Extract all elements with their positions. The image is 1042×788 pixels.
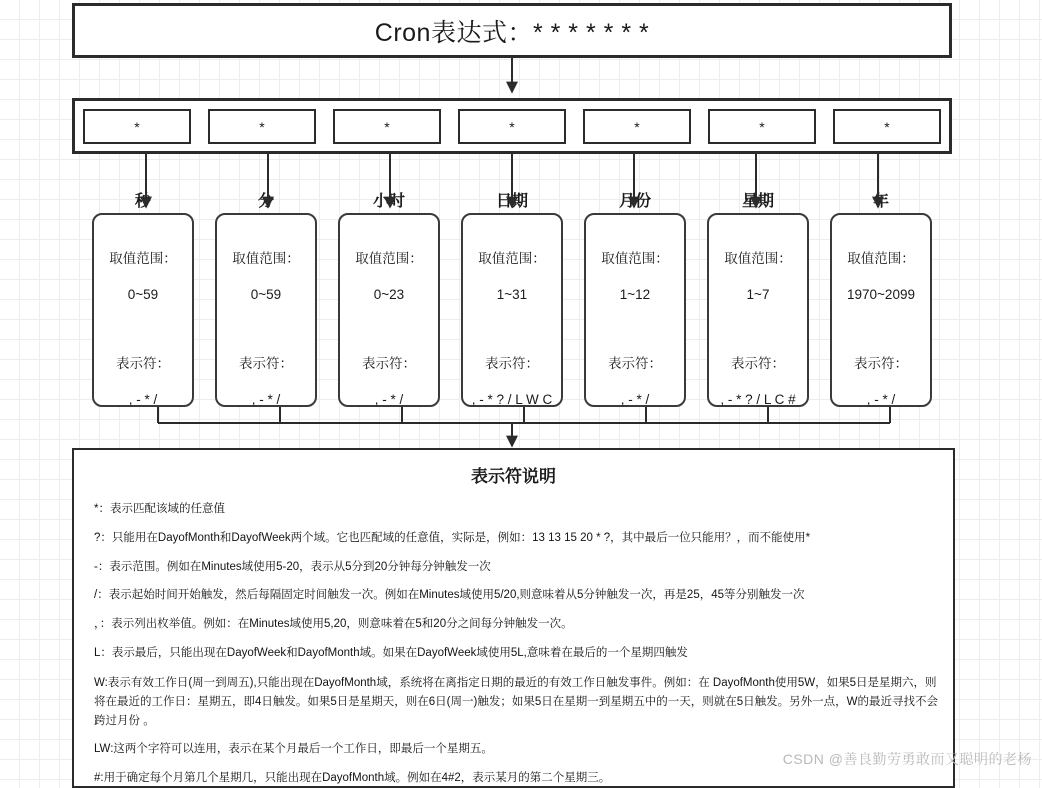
- field-symbol-label: 表示符：: [484, 355, 539, 371]
- field-name: 日期: [495, 193, 528, 211]
- field-card-year: [830, 193, 932, 408]
- field-range-value: 1~7: [746, 287, 770, 303]
- cron-expression-title-box: [72, 3, 952, 58]
- field-range-value: 0~23: [373, 287, 405, 303]
- field-range-value: 1970~2099: [847, 287, 915, 303]
- field-range-value: 1~12: [619, 287, 651, 303]
- token-box-weekday: [708, 109, 816, 144]
- field-range-label: 取值范围：: [355, 250, 423, 266]
- field-range: [109, 231, 177, 322]
- field-name: 秒: [134, 193, 151, 211]
- field-card-hour: [338, 193, 440, 408]
- field-symbols: [362, 337, 416, 428]
- explanation-title: 表示符说明: [471, 467, 556, 486]
- token-label: *: [259, 119, 265, 135]
- field-symbol-label: 表示符：: [608, 355, 662, 371]
- explanation-line-L: L：表示最后，只能出现在DayofWeek和DayofMonth域。如果在DayofWeek域使用5L,意味着在最后的一个星期四触发: [94, 647, 688, 660]
- field-range: [355, 231, 423, 322]
- page-title: Cron表达式：* * * * * * *: [374, 18, 650, 47]
- field-range: [601, 231, 669, 322]
- field-symbol-value: , - * ? / L C #: [720, 392, 796, 408]
- token-label: *: [634, 119, 640, 135]
- explanation-line-W: W:表示有效工作日(周一到周五),只能出现在DayofMonth域，系统将在离指定日期的最近的有效工作日触发事件。例如：在 DayofMonth使用5W，如果5日是星期六，则将在最近的工作日：星期五，即4日触发。如果5日是星期天，则在6日(周一)触发；如果5日在星期一到星期五中的一天，则就在5日触发。另外一点，W的最近寻找不会跨过月份 。: [94, 676, 938, 727]
- field-symbols: [116, 337, 170, 428]
- field-range: [478, 231, 546, 322]
- field-card-second: [92, 193, 194, 408]
- field-range-label: 取值范围：: [232, 250, 300, 266]
- explanation-line-question: ?：只能用在DayofMonth和DayofWeek两个域。它也匹配域的任意值，实际是，例如：13 13 15 20 * ?，其中最后一位只能用？，而不能使用*: [94, 531, 811, 544]
- field-range: [724, 231, 792, 322]
- field-symbol-label: 表示符：: [854, 355, 908, 371]
- field-range-label: 取值范围：: [478, 250, 546, 266]
- token-box-month: [583, 109, 691, 144]
- field-range-label: 取值范围：: [601, 250, 669, 266]
- field-symbol-value: , - * ? / L W C: [471, 392, 553, 408]
- field-name: 小时: [372, 193, 405, 211]
- token-box-day: [458, 109, 566, 144]
- field-card-minute: [215, 193, 317, 408]
- explanation-line-asterisk: *：表示匹配该域的任意值: [94, 503, 225, 515]
- field-symbols: [854, 337, 908, 428]
- field-symbol-value: , - * /: [128, 392, 158, 408]
- token-box-second: [83, 109, 191, 144]
- token-box-year: [833, 109, 941, 144]
- field-name: 月份: [618, 193, 651, 211]
- explanation-line-slash: /：表示起始时间开始触发，然后每隔固定时间触发一次。例如在Minutes域使用5/20,则意味着从5分钟触发一次，再是25，45等分别触发一次: [94, 589, 805, 602]
- token-label: *: [509, 119, 515, 135]
- field-name: 分: [257, 193, 274, 211]
- token-container: [72, 98, 952, 154]
- field-symbols: [472, 337, 553, 428]
- field-name: 星期: [741, 193, 774, 211]
- explanation-line-hyphen: -：表示范围。例如在Minutes域使用5-20，表示从5分到20分钟每分钟触发一次: [94, 560, 491, 573]
- field-range-label: 取值范围：: [847, 250, 915, 266]
- field-range: [847, 231, 915, 322]
- field-range-value: 0~59: [127, 287, 159, 303]
- field-symbols: [239, 337, 293, 428]
- token-label: *: [759, 119, 765, 135]
- field-range: [232, 231, 300, 322]
- field-range-label: 取值范围：: [724, 250, 792, 266]
- token-label: *: [384, 119, 390, 135]
- token-box-minute: [208, 109, 316, 144]
- field-card-month: [584, 193, 686, 408]
- token-label: *: [884, 119, 890, 135]
- token-label: *: [134, 119, 140, 135]
- field-card-day: [461, 193, 563, 408]
- field-card-row: [72, 193, 952, 408]
- explanation-line-comma: ，：表示列出枚举值。例如：在Minutes域使用5,20，则意味着在5和20分之间每分钟触发一次。: [94, 618, 573, 631]
- field-symbol-label: 表示符：: [116, 355, 170, 371]
- explanation-line-hash: #:用于确定每个月第几个星期几，只能出现在DayofMonth域。例如在4#2，表示某月的第二个星期三。: [94, 771, 611, 784]
- field-symbol-label: 表示符：: [239, 355, 293, 371]
- field-symbols: [720, 337, 795, 428]
- field-symbol-value: , - * /: [251, 392, 281, 408]
- field-symbol-label: 表示符：: [362, 355, 416, 371]
- field-card-weekday: [707, 193, 809, 408]
- field-symbol-value: , - * /: [866, 392, 896, 408]
- field-symbol-value: , - * /: [374, 392, 404, 408]
- field-name: 年: [872, 193, 889, 211]
- field-range-label: 取值范围：: [109, 250, 177, 266]
- token-box-hour: [333, 109, 441, 144]
- field-range-value: 0~59: [250, 287, 282, 303]
- field-symbol-value: , - * /: [620, 392, 650, 408]
- field-range-value: 1~31: [496, 287, 528, 303]
- explanation-line-LW: LW:这两个字符可以连用，表示在某个月最后一个工作日，即最后一个星期五。: [94, 742, 493, 755]
- csdn-watermark: CSDN @善良勤劳勇敢而又聪明的老杨: [782, 751, 1032, 767]
- symbol-explanation-panel: [72, 448, 955, 788]
- field-symbol-label: 表示符：: [731, 355, 785, 371]
- field-symbols: [608, 337, 662, 428]
